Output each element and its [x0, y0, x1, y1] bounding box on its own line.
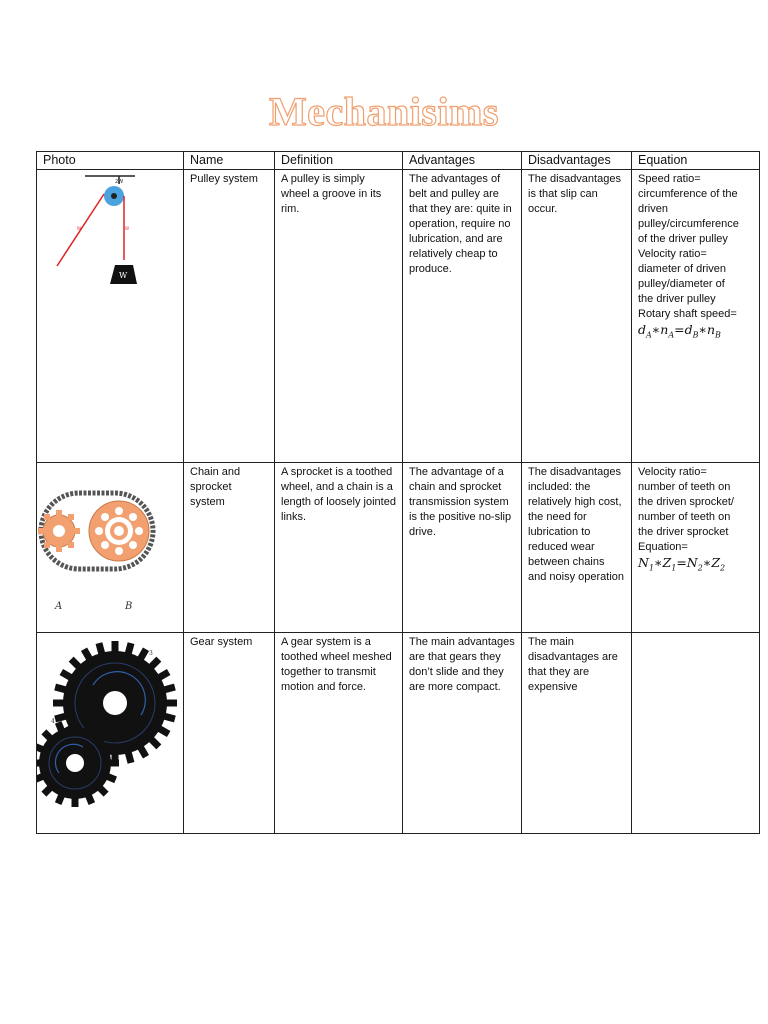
table-row	[37, 463, 760, 633]
equation-line: of the driver pulley	[638, 233, 728, 245]
table-header-row	[37, 152, 760, 170]
gear-tooth	[37, 760, 43, 767]
sprocket-disadvantages: The disadvantages included: the relatively high cost, the need for lubrication to reduced wear between chains and noisy operation	[522, 463, 632, 633]
svg-text:4: 4	[51, 718, 55, 725]
gear-disadvantages: The main disadvantages are that they are expensive	[522, 633, 632, 834]
gear-photo-cell	[37, 633, 184, 834]
gear-tooth	[112, 641, 119, 655]
gear-tooth	[163, 700, 177, 707]
pulley-weight-label: W	[119, 271, 128, 280]
equation-line: the driven sprocket/	[638, 496, 734, 508]
gear-image	[37, 633, 184, 813]
sprocket-label-b: B	[125, 601, 133, 612]
sprocket-advantages: The advantage of a chain and sprocket transmission system is the positive no-slip drive.	[403, 463, 522, 633]
svg-text:W: W	[77, 226, 81, 231]
sprocket-name: Chain and sprocket system	[184, 463, 275, 633]
equation-line: driven	[638, 203, 668, 215]
sprocket-image	[37, 463, 184, 628]
table-row	[37, 170, 760, 463]
gear-tooth	[107, 760, 119, 767]
gear-name: Gear system	[184, 633, 275, 834]
equation-line: the driver pulley	[638, 293, 716, 305]
gear-advantages: The main advantages are that gears they don’t slide and they are more compact.	[403, 633, 522, 834]
sprocket-definition: A sprocket is a toothed wheel, and a chain is a length of loosely jointed links.	[275, 463, 403, 633]
gear-tooth	[53, 700, 67, 707]
pulley-definition: A pulley is simply wheel a groove in its rim.	[275, 170, 403, 463]
table-row	[37, 633, 760, 834]
pulley-top-label: 2W	[115, 179, 124, 185]
equation-line: pulley/diameter of	[638, 278, 725, 290]
pulley-advantages: The advantages of belt and pulley are that they are: quite in operation, require no lubrication, and are relatively cheap to produce.	[403, 170, 522, 463]
pulley-image	[37, 170, 184, 290]
header-photo: Photo	[37, 152, 184, 170]
pulley-formula: $d_A∗n_A=d_B∗n_B$	[638, 322, 721, 340]
header-definition: Definition	[275, 152, 403, 170]
sprocket-formula: $N_1∗Z_1=N_2∗Z_2$	[638, 555, 726, 573]
equation-line: Speed ratio=	[638, 173, 701, 185]
equation-line: pulley/circumference	[638, 218, 739, 230]
page-title: Mechanisims	[269, 89, 499, 134]
equation-line: number of teeth on	[638, 511, 731, 523]
pulley-disadvantages: The disadvantages is that slip can occur.	[522, 170, 632, 463]
equation-line: Equation=	[638, 541, 688, 553]
equation-line: diameter of driven	[638, 263, 727, 275]
sprocket-equation	[632, 463, 760, 633]
gear-tooth	[72, 795, 79, 807]
svg-text:W: W	[125, 226, 129, 231]
pulley-photo-cell	[37, 170, 184, 463]
equation-line: number of teeth on	[638, 481, 731, 493]
gear-tooth	[72, 719, 79, 731]
pulley-equation	[632, 170, 760, 463]
header-advantages: Advantages	[403, 152, 522, 170]
equation-line: Velocity ratio=	[638, 248, 707, 260]
header-name: Name	[184, 152, 275, 170]
equation-line: the driver sprocket	[638, 526, 729, 538]
svg-text:3: 3	[149, 650, 153, 657]
gear-definition: A gear system is a toothed wheel meshed together to transmit motion and force.	[275, 633, 403, 834]
sprocket-label-a: A	[55, 601, 63, 612]
equation-line: Rotary shaft speed=	[638, 308, 737, 320]
sprocket-photo-cell	[37, 463, 184, 633]
gear-equation	[632, 633, 760, 834]
equation-line: Velocity ratio=	[638, 466, 707, 478]
header-disadvantages: Disadvantages	[522, 152, 632, 170]
pulley-name: Pulley system	[184, 170, 275, 463]
mechanisms-table	[36, 151, 760, 834]
equation-line: circumference of the	[638, 188, 738, 200]
header-equation: Equation	[632, 152, 760, 170]
